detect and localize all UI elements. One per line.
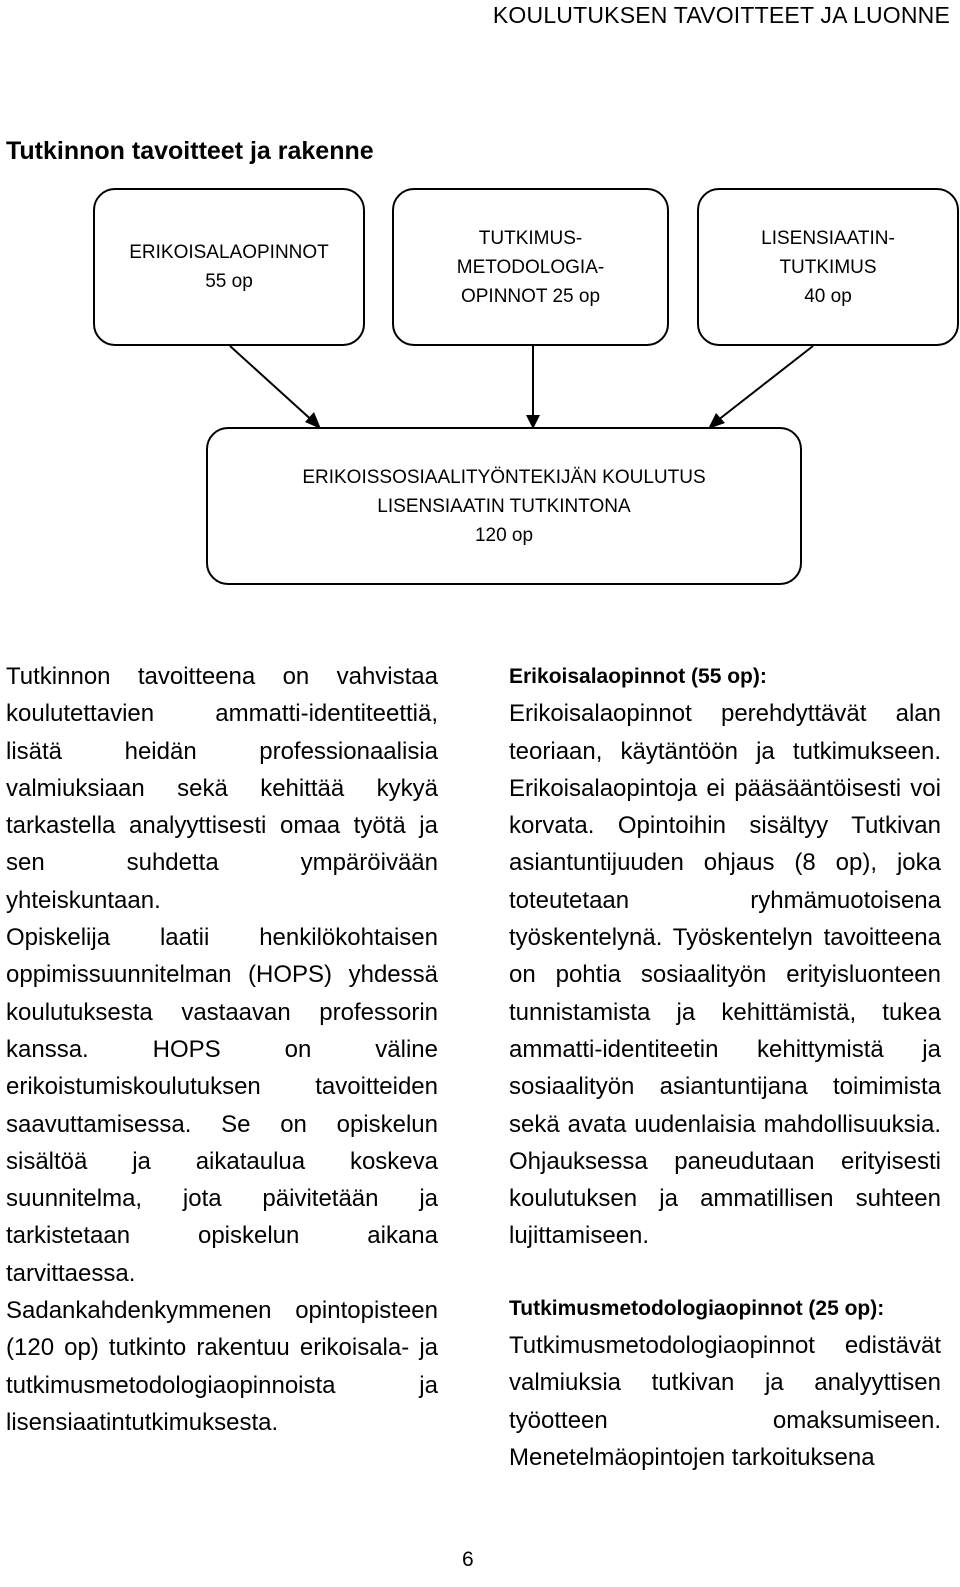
degree-structure-diagram bbox=[0, 0, 960, 600]
box-line: LISENSIAATIN TUTKINTONA bbox=[377, 495, 631, 517]
box-line: METODOLOGIA- bbox=[456, 256, 605, 278]
box-line: 120 op bbox=[474, 524, 534, 546]
box-line: OPINNOT 25 op bbox=[460, 285, 601, 307]
methodology-paragraph: Tutkimusmetodologiaopinnot edistävät valmiuksia tutkivan ja analyyttisen työotteen omaksumiseen. Menetelmäopintojen tarkoituksena bbox=[509, 1332, 941, 1471]
structure-paragraph: Sadankahdenkymmenen opintopisteen (120 op) tutkinto rakentuu erikoisala- ja tutkimusmetodologiaopinnoista ja lisensiaatintutkimuksesta. bbox=[6, 1297, 438, 1436]
box-line: 40 op bbox=[804, 285, 852, 307]
specialization-heading: Erikoisalaopinnot (55 op): bbox=[509, 665, 767, 688]
page-number: 6 bbox=[462, 1548, 474, 1571]
running-header: KOULUTUKSEN TAVOITTEET JA LUONNE bbox=[492, 2, 950, 28]
goals-paragraph: Tutkinnon tavoitteena on vahvistaa koulutettavien ammatti-identiteettiä, lisätä heidän professionaalisia valmiuksiaan sekä kehittää kykyä tarkastella analyyttisesti omaa työtä ja sen suhdetta ympäröivään yhteiskuntaan. bbox=[6, 663, 438, 914]
specialization-paragraph: Erikoisalaopinnot perehdyttävät alan teoriaan, käytäntöön ja tutkimukseen. Erikoisalaopintoja ei pääsääntöisesti voi korvata. Opintoihin sisältyy Tutkivan asiantuntijuuden ohjaus (8 op), joka toteutetaan ryhmämuotoisena työskentelynä. Työskentelyn tavoitteena on pohtia sosiaalityön erityisluonteen tunnistamista ja kehittämistä, tukea ammatti-identiteetin kehittymistä ja sosiaalityön asiantuntijana toimimista sekä avata uudenlaisia mahdollisuuksia. Ohjauksessa paneudutaan erityisesti koulutuksen ja ammatillisen suhteen lujittamiseen. bbox=[509, 700, 941, 1250]
box-line: ERIKOISSOSIAALITYÖNTEKIJÄN KOULUTUS bbox=[302, 466, 706, 488]
methodology-heading: Tutkimusmetodologiaopinnot (25 op): bbox=[509, 1296, 885, 1320]
box-line: LISENSIAATIN- bbox=[761, 227, 895, 249]
arrow-left bbox=[230, 346, 316, 424]
right-column bbox=[509, 658, 941, 1476]
box-line: 55 op bbox=[205, 271, 253, 292]
box-line: TUTKIMUS- bbox=[478, 227, 583, 249]
left-column bbox=[6, 658, 438, 1441]
licentiate-degree-box bbox=[206, 427, 802, 585]
box-line: TUTKIMUS bbox=[779, 256, 877, 278]
hops-paragraph: Opiskelija laatii henkilökohtaisen oppimissuunnitelman (HOPS) yhdessä koulutuksesta vastaavan professorin kanssa. HOPS on väline erikoistumiskoulutuksen tavoitteiden saavuttamisessa. Se on opiskelun sisältöä ja aikataulua koskeva suunnitelma, jota päivitetään ja tarkistetaan opiskelun aikana tarvittaessa. bbox=[6, 924, 438, 1287]
arrow-right bbox=[713, 346, 813, 424]
section-title: Tutkinnon tavoitteet ja rakenne bbox=[6, 137, 374, 165]
box-line: ERIKOISALAOPINNOT bbox=[129, 242, 329, 263]
